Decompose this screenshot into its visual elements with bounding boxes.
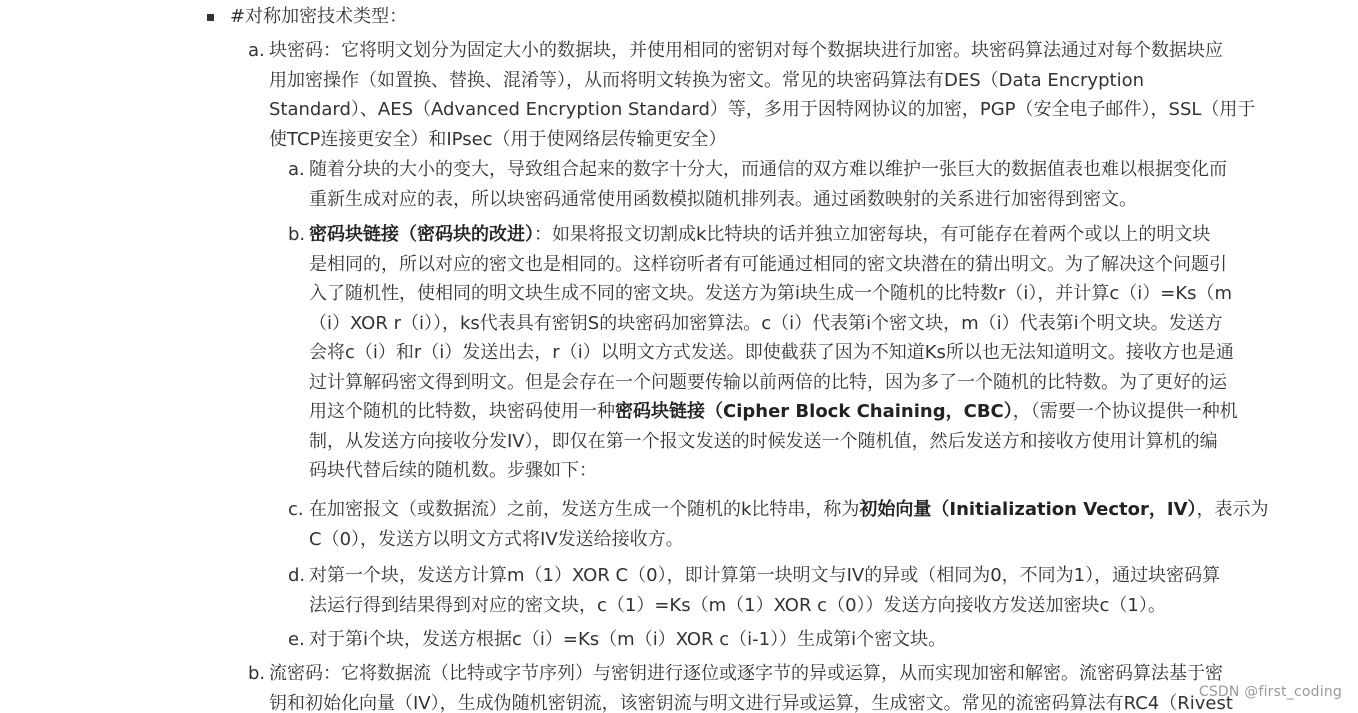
list-item-text <box>269 36 1331 154</box>
text-line: 是相同的，所以对应的密文也是相同的。这样窃听者有可能通过相同的密文块潜在的猜出明文。为了解决这个问题引 <box>309 253 1227 275</box>
list-marker: d. <box>288 565 306 586</box>
text-line: 用加密操作（如置换、替换、混淆等），从而将明文转换为密文。常见的块密码算法有DES（Data Encryption <box>269 69 1144 91</box>
text-span: 在加密报文（或数据流）之前，发送方生成一个随机的k比特串，称为 <box>309 499 860 520</box>
text-line: 入了随机性，使相同的明文块生成不同的密文块。发送方为第i块生成一个随机的比特数r（i），并计算c（i）=Ks（m <box>309 283 1233 304</box>
text-line: 对于第i个块，发送方根据c（i）=Ks（m（i）XOR c（i-1））生成第i个密文块。 <box>309 629 947 650</box>
bold-term: 初始向量（Initialization Vector，IV） <box>859 499 1197 520</box>
text-line: （i）XOR r（i）），ks代表具有密钥S的块密码加密算法。c（i）代表第i个密文块，m（i）代表第i个明文块。发送方 <box>309 312 1223 334</box>
text-line: 块密码：它将明文划分为固定大小的数据块，并使用相同的密钥对每个数据块进行加密。块密码算法通过对每个数据块应 <box>269 40 1223 61</box>
sub-item-text <box>309 561 1333 620</box>
watermark: CSDN @first_coding <box>1198 683 1342 700</box>
bold-term: 密码块链接（密码块的改进） <box>309 224 534 245</box>
sub-item-text <box>309 220 1333 486</box>
heading-text: #对称加密技术类型： <box>230 6 408 27</box>
text-line: 对第一个块，发送方计算m（1）XOR C（0），即计算第一块明文与IV的异或（相同为0，不同为1），通过块密码算 <box>309 565 1221 586</box>
sub-item-text <box>309 495 1333 554</box>
text-span: ：如果将报文切割成k比特块的话并独立加密每块，有可能存在着两个或以上的明文块 <box>534 224 1211 245</box>
sub-item-text <box>309 155 1333 214</box>
list-marker: a. <box>248 40 265 61</box>
text-line: 码块代替后续的随机数。步骤如下： <box>309 460 597 481</box>
text-line <box>309 220 1333 250</box>
text-line: Standard）、AES（Advanced Encryption Standard）等，多用于因特网协议的加密，PGP（安全电子邮件），SSL（用于 <box>269 99 1256 120</box>
text-span: ，（需要一个协议提供一种机 <box>1012 401 1238 422</box>
text-span: 用这个随机的比特数，块密码使用一种 <box>309 401 615 422</box>
text-line: 使TCP连接更安全）和IPsec（用于使网络层传输更安全） <box>269 128 727 150</box>
sub-item-text <box>309 625 1333 655</box>
list-marker: e. <box>288 629 305 650</box>
text-line: 流密码：它将数据流（比特或字节序列）与密钥进行逐位或逐字节的异或运算，从而实现加密和解密。流密码算法基于密 <box>269 663 1223 684</box>
bold-term: 密码块链接（Cipher Block Chaining，CBC） <box>615 401 1013 422</box>
list-marker: b. <box>288 224 306 245</box>
list-marker: c. <box>288 499 304 520</box>
text-line: 钥和初始化向量（IV），生成伪随机密钥流，该密钥流与明文进行异或运算，生成密文。常见的流密码算法有RC4（Rivest <box>269 692 1233 713</box>
text-line: 会将c（i）和r（i）发送出去，r（i）以明文方式发送。即使截获了因为不知道Ks所以也无法知道明文。接收方也是通 <box>309 342 1234 363</box>
list-marker: b. <box>248 663 266 684</box>
text-line: 过计算解码密文得到明文。但是会存在一个问题要传输以前两倍的比特，因为多了一个随机的比特数。为了更好的运 <box>309 371 1227 393</box>
text-line <box>309 397 1333 427</box>
text-line <box>309 495 1333 525</box>
text-span: ，表示为 <box>1196 499 1269 520</box>
bullet-icon <box>207 14 214 21</box>
text-line: 制，从发送方向接收分发IV），即仅在第一个报文发送的时候发送一个随机值，然后发送方和接收方使用计算机的编 <box>309 430 1218 452</box>
text-line: C（0），发送方以明文方式将IV发送给接收方。 <box>309 528 684 550</box>
list-marker: a. <box>288 159 305 180</box>
text-line: 随着分块的大小的变大，导致组合起来的数字十分大，而通信的双方难以维护一张巨大的数据值表也难以根据变化而 <box>309 159 1227 180</box>
list-item-text <box>269 659 1331 713</box>
text-line: 法运行得到结果得到对应的密文块，c（1）=Ks（m（1）XOR c（0））发送方向接收方发送加密块c（1）。 <box>309 594 1166 616</box>
text-line: 重新生成对应的表，所以块密码通常使用函数模拟随机排列表。通过函数映射的关系进行加密得到密文。 <box>309 188 1137 210</box>
